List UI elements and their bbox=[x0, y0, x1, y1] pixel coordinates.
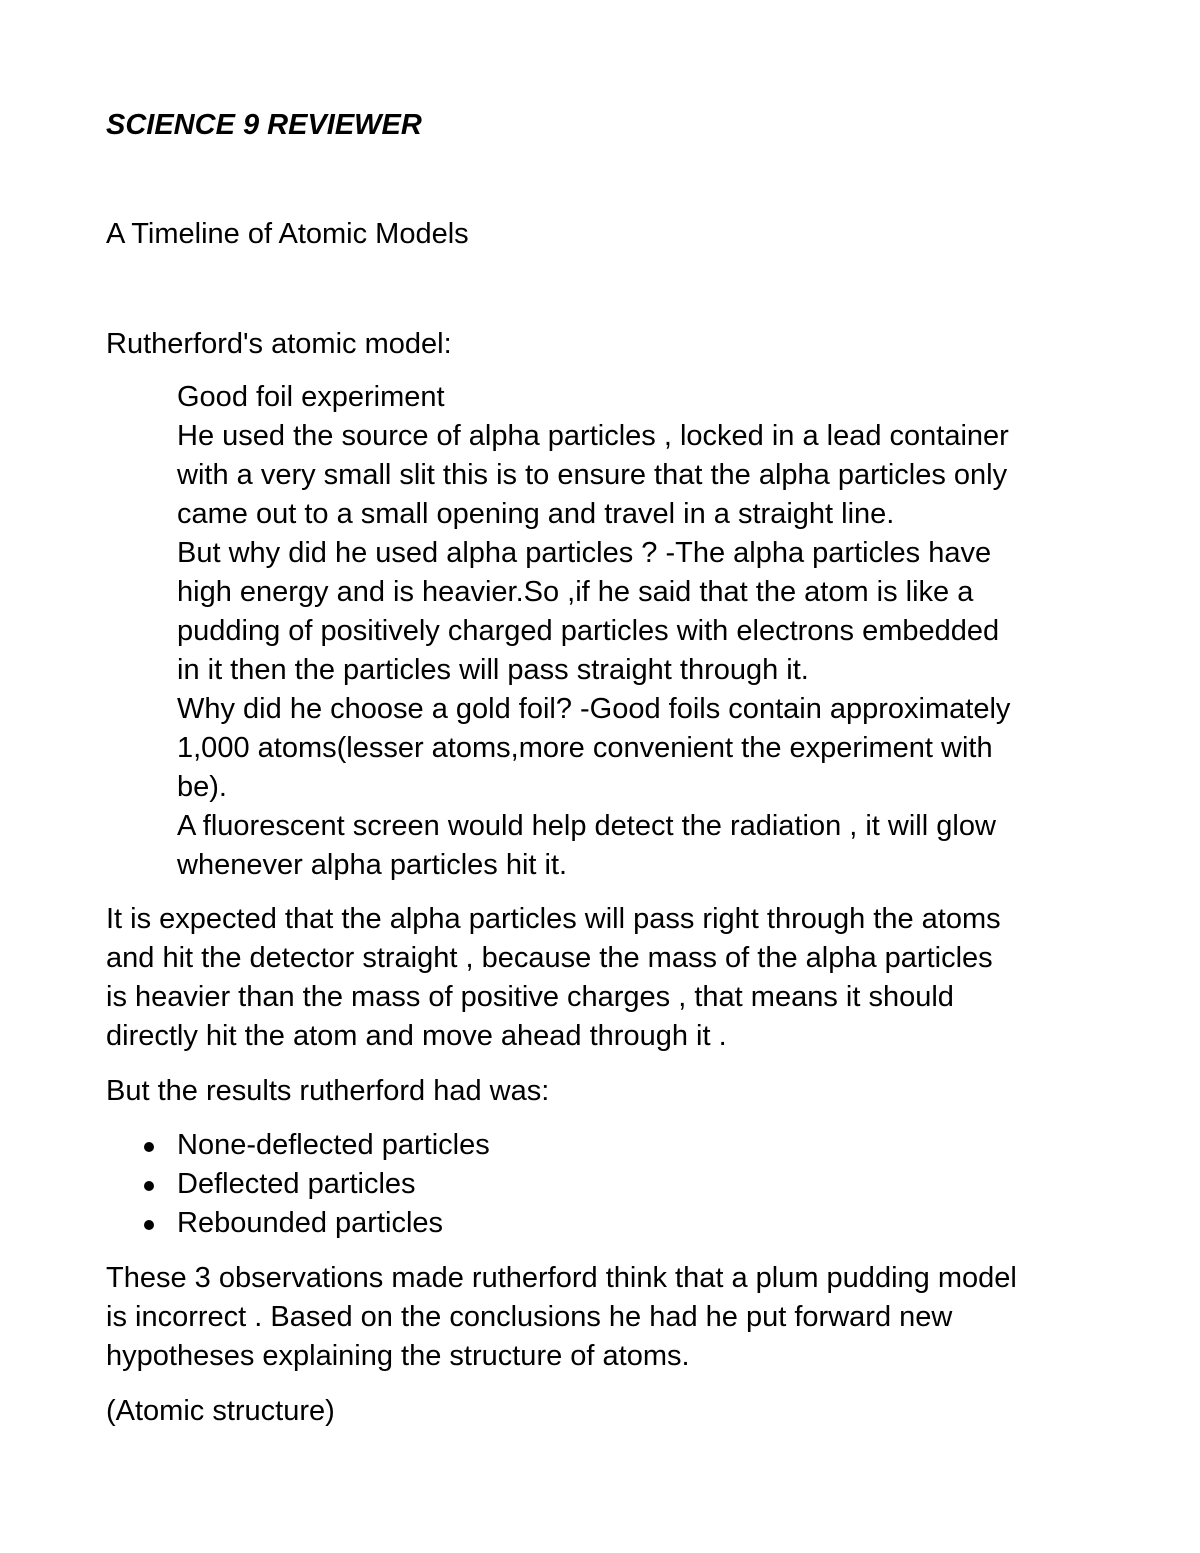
bullet-icon bbox=[144, 1142, 154, 1152]
conclusion-paragraph bbox=[106, 1259, 1017, 1376]
text-line: These 3 observations made rutherford think that a plum pudding model bbox=[106, 1262, 1017, 1294]
list-item-label: Rebounded particles bbox=[177, 1207, 444, 1239]
indented-text-block bbox=[177, 378, 1010, 885]
text-line: high energy and is heavier.So ,if he said that the atom is like a bbox=[177, 576, 974, 608]
text-line: is heavier than the mass of positive charges , that means it should bbox=[106, 981, 954, 1013]
list-item-label: None-deflected particles bbox=[177, 1129, 490, 1161]
section-heading: Rutherford's atomic model: bbox=[106, 328, 452, 360]
document-title: SCIENCE 9 REVIEWER bbox=[106, 109, 422, 141]
results-bullet-list bbox=[106, 1126, 490, 1243]
text-line: 1,000 atoms(lesser atoms,more convenient the experiment with bbox=[177, 732, 993, 764]
list-item-label: Deflected particles bbox=[177, 1168, 416, 1200]
text-line: Good foil experiment bbox=[177, 381, 445, 413]
expectation-paragraph bbox=[106, 900, 1001, 1056]
text-line: It is expected that the alpha particles will pass right through the atoms bbox=[106, 903, 1001, 935]
text-line: with a very small slit this is to ensure that the alpha particles only bbox=[177, 459, 1008, 491]
bullet-icon bbox=[144, 1220, 154, 1230]
atomic-structure-label: (Atomic structure) bbox=[106, 1395, 335, 1427]
text-line: Why did he choose a gold foil? -Good foils contain approximately bbox=[177, 693, 1011, 725]
text-line: in it then the particles will pass straight through it. bbox=[177, 654, 809, 686]
text-line: But why did he used alpha particles ? -The alpha particles have bbox=[177, 537, 992, 569]
list-item bbox=[106, 1126, 490, 1165]
text-line: and hit the detector straight , because the mass of the alpha particles bbox=[106, 942, 993, 974]
results-intro-paragraph: But the results rutherford had was: bbox=[106, 1075, 550, 1107]
text-line: be). bbox=[177, 771, 227, 803]
text-line: directly hit the atom and move ahead through it . bbox=[106, 1020, 727, 1052]
text-line: A fluorescent screen would help detect the radiation , it will glow bbox=[177, 810, 996, 842]
text-line: hypotheses explaining the structure of atoms. bbox=[106, 1340, 690, 1372]
list-item bbox=[106, 1165, 490, 1204]
text-line: came out to a small opening and travel in a straight line. bbox=[177, 498, 895, 530]
list-item bbox=[106, 1204, 490, 1243]
text-line: He used the source of alpha particles , locked in a lead container bbox=[177, 420, 1009, 452]
bullet-icon bbox=[144, 1181, 154, 1191]
text-line: pudding of positively charged particles with electrons embedded bbox=[177, 615, 1000, 647]
document-subtitle: A Timeline of Atomic Models bbox=[106, 218, 469, 250]
text-line: is incorrect . Based on the conclusions he had he put forward new bbox=[106, 1301, 953, 1333]
text-line: whenever alpha particles hit it. bbox=[177, 849, 568, 881]
